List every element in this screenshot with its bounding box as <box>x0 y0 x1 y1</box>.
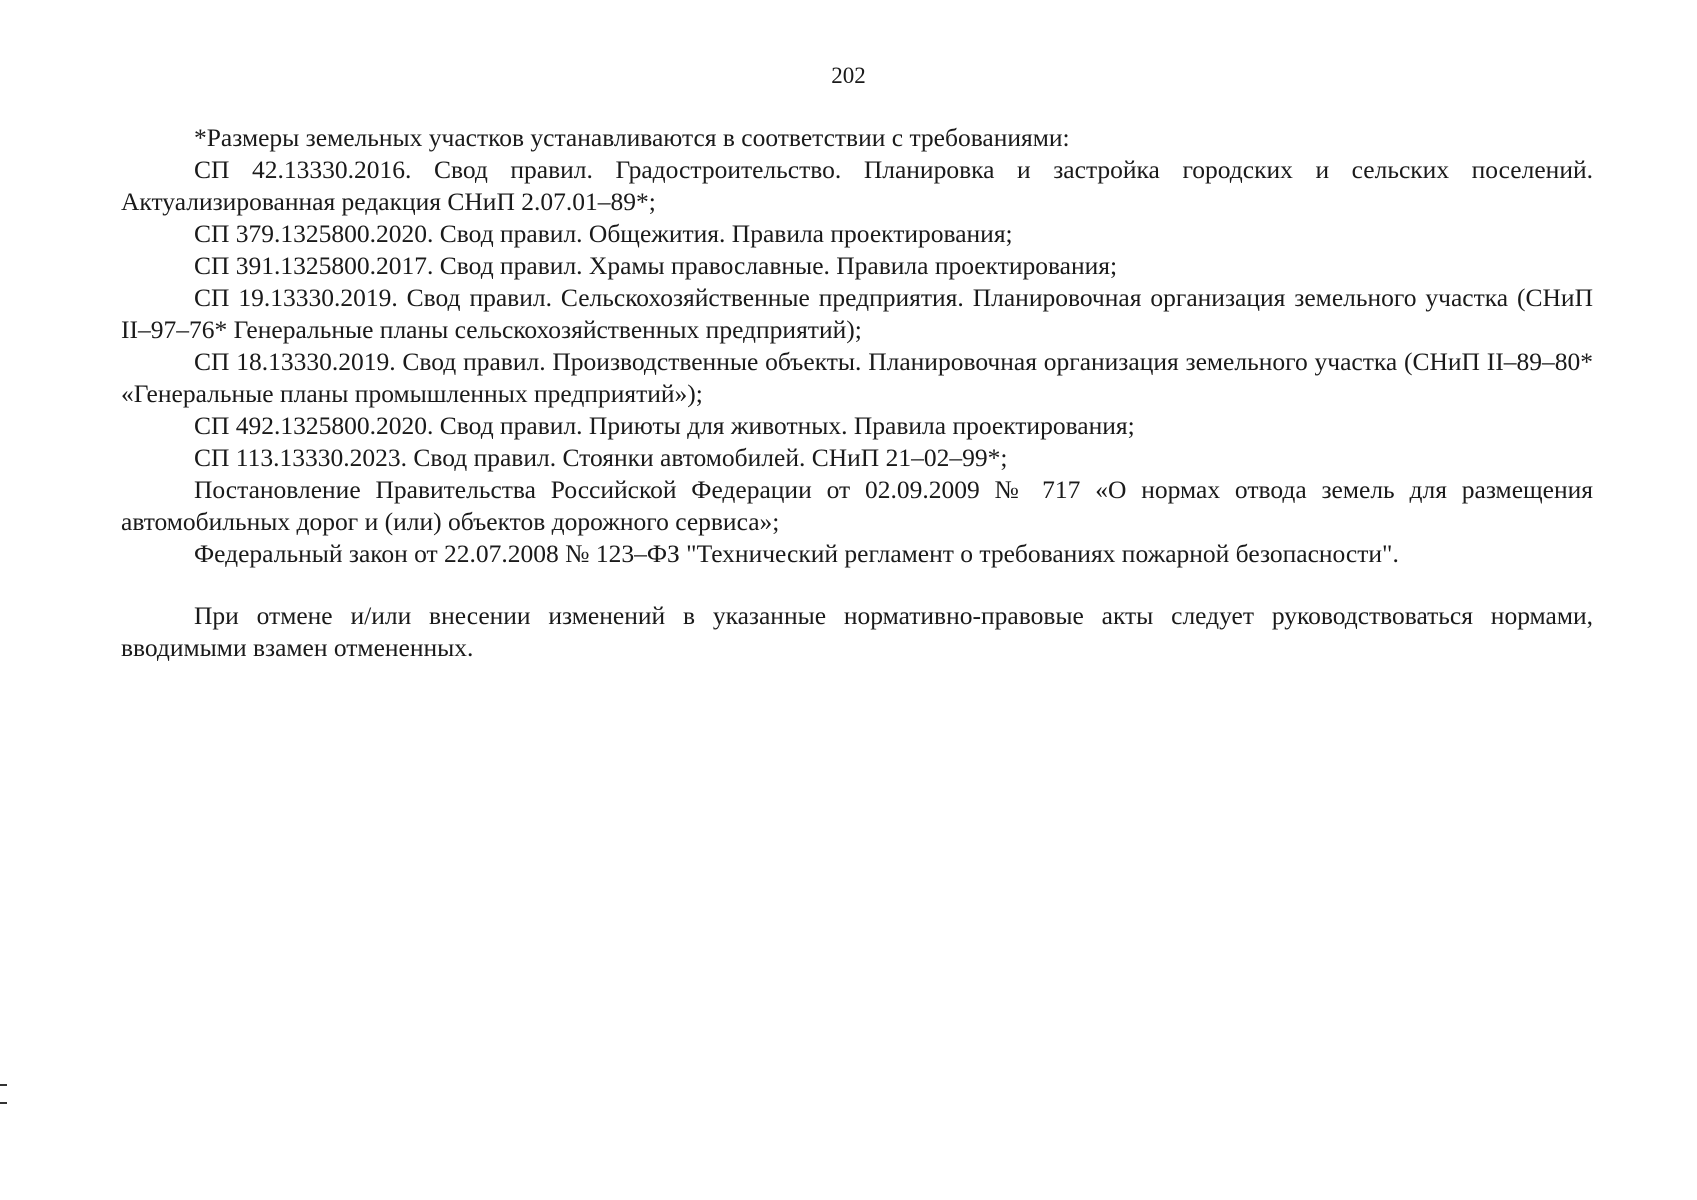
page-number: 202 <box>831 63 866 88</box>
reference-item: СП 18.13330.2019. Свод правил. Производственные объекты. Планировочная организация земельного участка (СНиП II–89–80* «Генеральные планы промышленных предприятий»); <box>121 347 1593 408</box>
reference-item: СП 113.13330.2023. Свод правил. Стоянки автомобилей. СНиП 21–02–99*; <box>194 443 1008 472</box>
reference-item: СП 42.13330.2016. Свод правил. Градостроительство. Планировка и застройка городских и сельских поселений. Актуализированная редакция СНиП 2.07.01–89*; <box>121 155 1593 216</box>
reference-item: СП 492.1325800.2020. Свод правил. Приюты для животных. Правила проектирования; <box>194 411 1135 440</box>
reference-item: СП 379.1325800.2020. Свод правил. Общежития. Правила проектирования; <box>194 219 1013 248</box>
closing-note: При отмене и/или внесении изменений в указанные нормативно-правовые акты следует руководствоваться нормами, вводимыми взамен отмененных. <box>121 601 1593 662</box>
document-body <box>121 122 1593 664</box>
reference-item: СП 391.1325800.2017. Свод правил. Храмы православные. Правила проектирования; <box>194 251 1118 280</box>
reference-item: СП 19.13330.2019. Свод правил. Сельскохозяйственные предприятия. Планировочная организация земельного участка (СНиП II–97–76* Генеральные планы сельскохозяйственных предприятий); <box>121 283 1593 344</box>
margin-marks <box>0 1078 8 1108</box>
footnote-intro: *Размеры земельных участков устанавливаются в соответствии с требованиями: <box>194 123 1070 152</box>
reference-item: Федеральный закон от 22.07.2008 № 123–ФЗ "Технический регламент о требованиях пожарной безопасности". <box>194 539 1399 568</box>
reference-item: Постановление Правительства Российской Федерации от 02.09.2009 № 717 «О нормах отвода земель для размещения автомобильных дорог и (или) объектов дорожного сервиса»; <box>121 475 1593 536</box>
